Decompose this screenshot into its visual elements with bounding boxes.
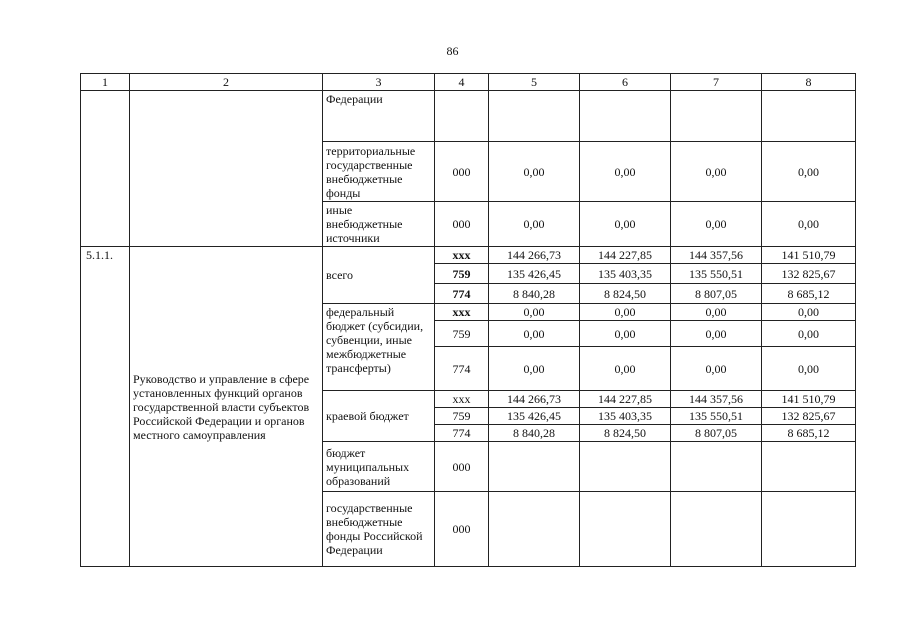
column-header: 3	[323, 74, 435, 91]
value-cell	[671, 91, 762, 142]
value-cell	[580, 442, 671, 492]
value-cell: 135 403,35	[580, 264, 671, 284]
value-cell: 0,00	[489, 347, 580, 391]
value-cell: 0,00	[762, 347, 856, 391]
code-cell: 774	[435, 284, 489, 304]
value-cell: 135 550,51	[671, 264, 762, 284]
code-cell: 759	[435, 408, 489, 425]
code-cell: 000	[435, 202, 489, 247]
value-cell: 0,00	[580, 304, 671, 321]
value-cell: 0,00	[762, 202, 856, 247]
value-cell: 144 266,73	[489, 391, 580, 408]
column-header: 6	[580, 74, 671, 91]
column-header: 5	[489, 74, 580, 91]
column-header: 4	[435, 74, 489, 91]
value-cell: 0,00	[580, 321, 671, 347]
value-cell: 8 824,50	[580, 284, 671, 304]
value-cell	[489, 91, 580, 142]
value-cell: 0,00	[489, 202, 580, 247]
value-cell: 0,00	[671, 304, 762, 321]
value-cell	[671, 492, 762, 567]
value-cell: 135 426,45	[489, 408, 580, 425]
code-cell: 759	[435, 321, 489, 347]
code-cell: ххх	[435, 247, 489, 264]
column-number-row	[81, 74, 856, 91]
value-cell: 141 510,79	[762, 391, 856, 408]
number-cell-empty	[81, 91, 130, 247]
value-cell: 0,00	[489, 142, 580, 202]
code-cell: 000	[435, 442, 489, 492]
value-cell: 8 840,28	[489, 425, 580, 442]
code-cell: 774	[435, 347, 489, 391]
value-cell: 0,00	[671, 321, 762, 347]
value-cell: 135 403,35	[580, 408, 671, 425]
value-cell: 144 357,56	[671, 247, 762, 264]
column-header: 7	[671, 74, 762, 91]
budget-table	[80, 73, 856, 567]
value-cell: 135 550,51	[671, 408, 762, 425]
source-cell-federal: федеральный бюджет (субсидии, субвенции, иные межбюджетные трансферты)	[323, 304, 435, 391]
value-cell: 0,00	[580, 142, 671, 202]
value-cell: 0,00	[671, 202, 762, 247]
code-cell: ххх	[435, 391, 489, 408]
value-cell: 8 840,28	[489, 284, 580, 304]
source-cell: Федерации	[323, 91, 435, 142]
value-cell: 144 227,85	[580, 247, 671, 264]
column-header: 1	[81, 74, 130, 91]
value-cell: 8 824,50	[580, 425, 671, 442]
table-row	[81, 247, 856, 264]
value-cell: 0,00	[671, 347, 762, 391]
value-cell: 0,00	[762, 321, 856, 347]
source-cell-state-funds: государственные внебюджетные фонды Российской Федерации	[323, 492, 435, 567]
value-cell: 8 807,05	[671, 284, 762, 304]
source-cell-regional: краевой бюджет	[323, 391, 435, 442]
value-cell	[762, 442, 856, 492]
table-row	[81, 91, 856, 142]
code-cell: 759	[435, 264, 489, 284]
value-cell: 0,00	[489, 304, 580, 321]
value-cell: 8 685,12	[762, 284, 856, 304]
value-cell: 0,00	[489, 321, 580, 347]
value-cell: 0,00	[671, 142, 762, 202]
code-cell: ххх	[435, 304, 489, 321]
value-cell: 8 807,05	[671, 425, 762, 442]
value-cell: 141 510,79	[762, 247, 856, 264]
value-cell	[580, 91, 671, 142]
column-header: 8	[762, 74, 856, 91]
value-cell: 144 266,73	[489, 247, 580, 264]
value-cell: 0,00	[762, 304, 856, 321]
item-number: 5.1.1.	[81, 247, 130, 567]
value-cell	[489, 492, 580, 567]
value-cell: 144 227,85	[580, 391, 671, 408]
value-cell: 144 357,56	[671, 391, 762, 408]
value-cell	[489, 442, 580, 492]
value-cell	[762, 91, 856, 142]
code-cell	[435, 91, 489, 142]
value-cell	[762, 492, 856, 567]
value-cell: 135 426,45	[489, 264, 580, 284]
code-cell: 774	[435, 425, 489, 442]
source-cell: иные внебюджетные источники	[323, 202, 435, 247]
name-cell-empty	[130, 91, 323, 247]
code-cell: 000	[435, 142, 489, 202]
source-cell-total: всего	[323, 247, 435, 304]
source-cell: территориальные государственные внебюджетные фонды	[323, 142, 435, 202]
item-name: Руководство и управление в сфере установленных функций органов государственной власти субъектов Российской Федерации и органов местного самоуправления	[130, 247, 323, 567]
value-cell: 132 825,67	[762, 264, 856, 284]
page-number: 86	[446, 44, 459, 58]
code-cell: 000	[435, 492, 489, 567]
value-cell: 0,00	[580, 347, 671, 391]
value-cell: 132 825,67	[762, 408, 856, 425]
source-cell-municipal: бюджет муниципальных образований	[323, 442, 435, 492]
column-header: 2	[130, 74, 323, 91]
value-cell	[671, 442, 762, 492]
value-cell: 0,00	[762, 142, 856, 202]
value-cell	[580, 492, 671, 567]
value-cell: 0,00	[580, 202, 671, 247]
value-cell: 8 685,12	[762, 425, 856, 442]
